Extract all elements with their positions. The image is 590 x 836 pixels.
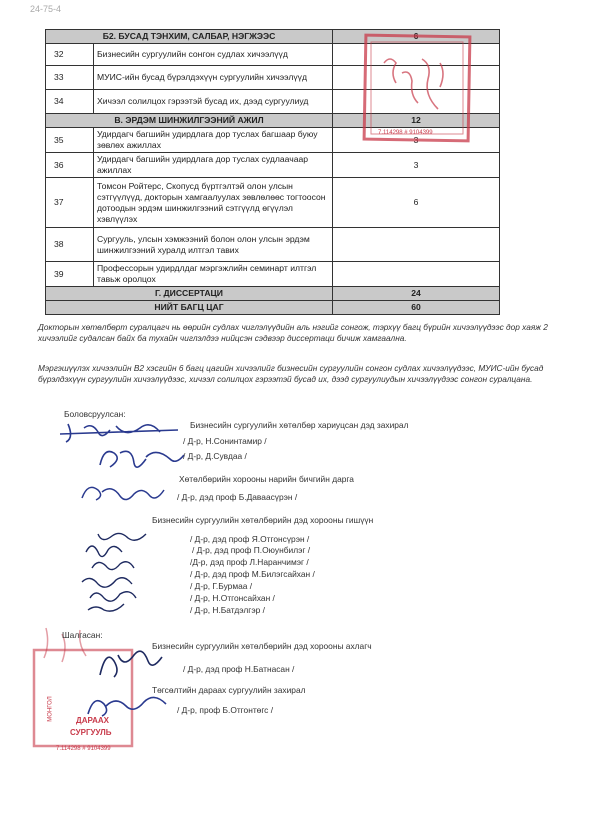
row-number: 35 <box>46 128 94 153</box>
committee-member-2: / Д-р, дэд проф П.Оюунбилэг / <box>192 545 311 555</box>
row-description: Удирдагч багшийн удирдлага дор туслах судлаачаар ажиллах <box>94 153 333 178</box>
section-b2-title: Б2. БУСАД ТЭНХИМ, САЛБАР, НЭГЖЭЭС <box>46 30 333 44</box>
row-credits <box>333 262 500 287</box>
committee-member-3: /Д-р, дэд проф Л.Наранчимэг / <box>190 557 309 567</box>
note-paragraph-1: Докторын хөтөлбөрт суралцагч нь өөрийн судлах чиглэлүүдийн аль нэгийг сонгож, тэрхүү багц бүрийн хичээлүүдээс дор хаяж 2 хичээлийг судалсан байх ба тухайн чиглэлдээ нийцсэн сэдвээр диссертаци бичиж хамгаална. <box>38 322 548 343</box>
stamp-top-line: МОНГОЛ <box>47 696 54 722</box>
table-row <box>46 153 500 178</box>
row-description: Профессорын удирдлдаг мэргэжлийн семинарт илтгэл тавьж оролцох <box>94 262 333 287</box>
section-b2-credits: 6 <box>333 30 500 44</box>
row-credits: 3 <box>333 128 500 153</box>
signature-3 <box>78 480 178 504</box>
section-dissertation-row <box>46 287 500 301</box>
row-number: 38 <box>46 228 94 262</box>
committee-signatures <box>62 528 182 616</box>
signature-1 <box>54 420 184 444</box>
page-mark: 24-75-4 <box>30 4 62 14</box>
red-square-stamp <box>362 33 474 145</box>
table-row <box>46 228 500 262</box>
row-number: 32 <box>46 44 94 66</box>
secretary-name: / Д-р, дэд проф Б.Даваасүрэн / <box>177 492 298 502</box>
exec-title: Төгсөлтийн дараах сургуулийн захирал <box>152 685 306 695</box>
signature-exec <box>82 690 182 720</box>
row-credits: 6 <box>333 178 500 228</box>
row-credits <box>333 228 500 262</box>
checked-label: Шалгасан: <box>62 630 103 640</box>
row-description: Бизнесийн сургуулийн сонгон судлах хичээлүүд <box>94 44 333 66</box>
committee-member-1: / Д-р, дэд проф Я.Отгонсүрэн / <box>190 534 310 544</box>
row-number: 39 <box>46 262 94 287</box>
prepared-label: Боловсруулсан: <box>64 409 126 419</box>
row-number: 36 <box>46 153 94 178</box>
stamp-code-text: 7.114298 # 9104399 <box>378 130 433 136</box>
secretary-title: Хөтөлбөрийн хорооны нарийн бичгийн дарга <box>179 474 354 484</box>
total-title: НИЙТ БАГЦ ЦАГ <box>46 301 333 315</box>
table-row <box>46 178 500 228</box>
section-dissertation-credits: 24 <box>333 287 500 301</box>
row-description: Томсон Ройтерс, Скопусд бүртгэлтэй олон улсын сэтгүүлүүд, докторын хамгаалуулах зөвлөлөөс тогтоосон дотоодын эрдэм шинжилгээний сэтгүүлд өгүүлэл хэвлүүлэх <box>94 178 333 228</box>
section-dissertation-title: Г. ДИССЕРТАЦИ <box>46 287 333 301</box>
row-description: МУИС-ийн бусад бүрэлдэхүүн сургуулийн хичээлүүд <box>94 66 333 90</box>
section-research-title: В. ЭРДЭМ ШИНЖИЛГЭЭНИЙ АЖИЛ <box>46 114 333 128</box>
chair-name: / Д-р, дэд проф Н.Батнасан / <box>183 664 295 674</box>
note-paragraph-2: Мэргэшүүлэх хичээлийн В2 хэсгийн 6 багц цагийн хичээлийг бизнесийн сургуулийн сонгон судлах хичээлүүдээс, МУИС-ийн бусад бүрэлдэхүүн сургуулийн хичээлүүдээс, хичээл солилцох гэрээтэй бусад их, дээд сургуулиудын хичээлүүдээс сонгон суралцана. <box>38 363 544 384</box>
committee-title: Бизнесийн сургуулийн хөтөлбөрийн дэд хорооны гишүүн <box>152 515 374 525</box>
row-description: Хичээл солилцох гэрээтэй бусад их, дээд сургуулиуд <box>94 90 333 114</box>
row-description: Удирдагч багшийн удирдлага дор туслах багшаар буюу зөвлөх ажиллах <box>94 128 333 153</box>
total-row <box>46 301 500 315</box>
signature-chair <box>92 645 182 681</box>
row-number: 33 <box>46 66 94 90</box>
row-description: Сургууль, улсын хэмжээний болон олон улсын эрдэм шинжилгээний хуралд илтгэл тавих <box>94 228 333 262</box>
committee-member-6: / Д-р, Н.Отгонсайхан / <box>190 593 275 603</box>
exec-name: / Д-р, проф Б.Отгонтөгс / <box>177 705 274 715</box>
stamp-code: 7.114298 # 9104399 <box>56 746 111 752</box>
signature-2 <box>90 443 190 473</box>
stamp-mid-line: ДАРААХ <box>76 716 109 725</box>
row-credits: 3 <box>333 153 500 178</box>
director-1-name: / Д-р, Н.Сонинтамир / <box>183 436 267 446</box>
total-credits: 60 <box>333 301 500 315</box>
director-title: Бизнесийн сургуулийн хөтөлбөр хариуцсан дэд захирал <box>190 420 409 430</box>
chair-title: Бизнесийн сургуулийн хөтөлбөрийн дэд хорооны ахлагч <box>152 641 372 651</box>
section-research-credits: 12 <box>333 114 500 128</box>
committee-member-7: / Д-р, Н.Батдэлгэр / <box>190 605 265 615</box>
committee-member-5: / Д-р, Г.Бурмаа / <box>190 581 253 591</box>
row-number: 34 <box>46 90 94 114</box>
row-number: 37 <box>46 178 94 228</box>
committee-member-4: / Д-р, дэд проф М.Билэгсайхан / <box>190 569 315 579</box>
table-row <box>46 262 500 287</box>
stamp-bottom-line: СУРГУУЛЬ <box>70 728 112 737</box>
director-2-name: / Д-р, Д.Сувдаа / <box>183 451 247 461</box>
